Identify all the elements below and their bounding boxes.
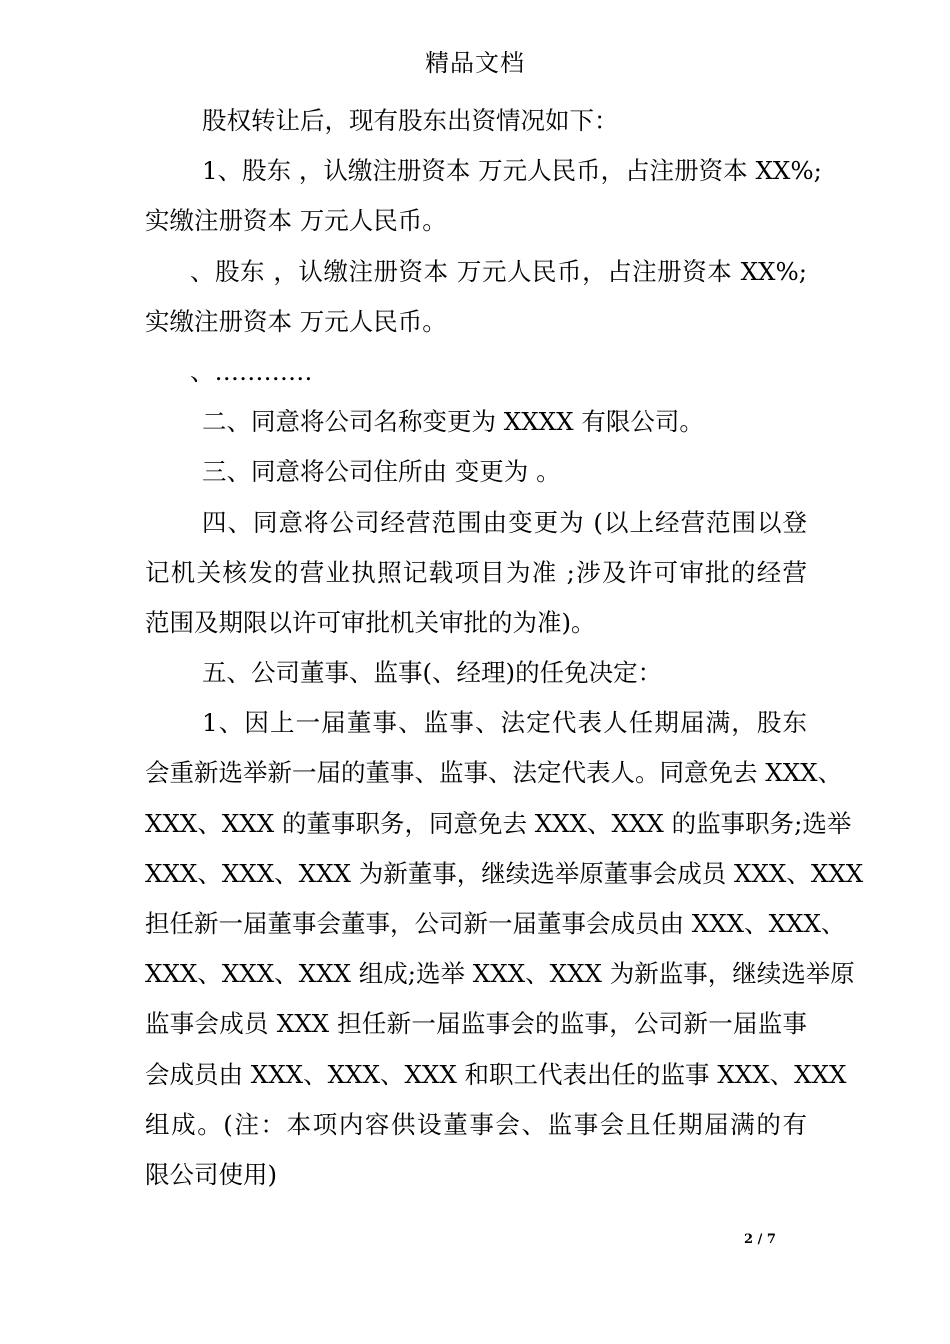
paragraph-line: 会重新选举新一届的董事、监事、法定代表人。同意免去 XXX、 (145, 758, 843, 788)
paragraph-line: 限公司使用) (145, 1159, 278, 1189)
paragraph-line: 二、同意将公司名称变更为 XXXX 有限公司。 (202, 407, 704, 437)
paragraph-line: 1、因上一届董事、监事、法定代表人任期届满，股东 (202, 708, 807, 738)
paragraph-line: 三、同意将公司住所由 变更为 。 (202, 457, 561, 487)
paragraph-line: 四、同意将公司经营范围由变更为 (以上经营范围以登 (202, 507, 807, 537)
paragraph-line: 实缴注册资本 万元人民币。 (145, 306, 447, 336)
paragraph-line: 范围及期限以许可审批机关审批的为准)。 (145, 607, 596, 637)
page-header-title: 精品文档 (425, 49, 525, 77)
paragraph-line: 组成。(注：本项内容供设董事会、监事会且任期届满的有 (145, 1109, 807, 1139)
paragraph-line: 股权转让后，现有股东出资情况如下： (202, 106, 619, 135)
paragraph-line: 、股东 ，认缴注册资本 万元人民币，占注册资本 XX%; (190, 256, 807, 286)
paragraph-line: 监事会成员 XXX 担任新一届监事会的监事，公司新一届监事 (145, 1009, 807, 1039)
paragraph-line: XXX、XXX、XXX 为新董事，继续选举原董事会成员 XXX、XXX (145, 858, 864, 888)
paragraph-line: 1、股东 ，认缴注册资本 万元人民币，占注册资本 XX%; (202, 156, 822, 186)
page-number: 2 / 7 (744, 1232, 776, 1247)
paragraph-line: 、………… (190, 356, 313, 386)
paragraph-line: XXX、XXX 的董事职务，同意免去 XXX、XXX 的监事职务;选举 (145, 808, 852, 838)
paragraph-line: 五、公司董事、监事(、经理)的任免决定： (202, 658, 663, 688)
paragraph-line: 记机关核发的营业执照记载项目为准 ;涉及许可审批的经营 (145, 557, 807, 587)
paragraph-line: 实缴注册资本 万元人民币。 (145, 206, 447, 236)
document-body (145, 96, 864, 1200)
paragraph-line: 会成员由 XXX、XXX、XXX 和职工代表出任的监事 XXX、XXX (145, 1059, 847, 1089)
paragraph-line: XXX、XXX、XXX 组成;选举 XXX、XXX 为新监事，继续选举原 (145, 959, 855, 989)
paragraph-line: 担任新一届董事会董事，公司新一届董事会成员由 XXX、XXX、 (145, 909, 846, 938)
